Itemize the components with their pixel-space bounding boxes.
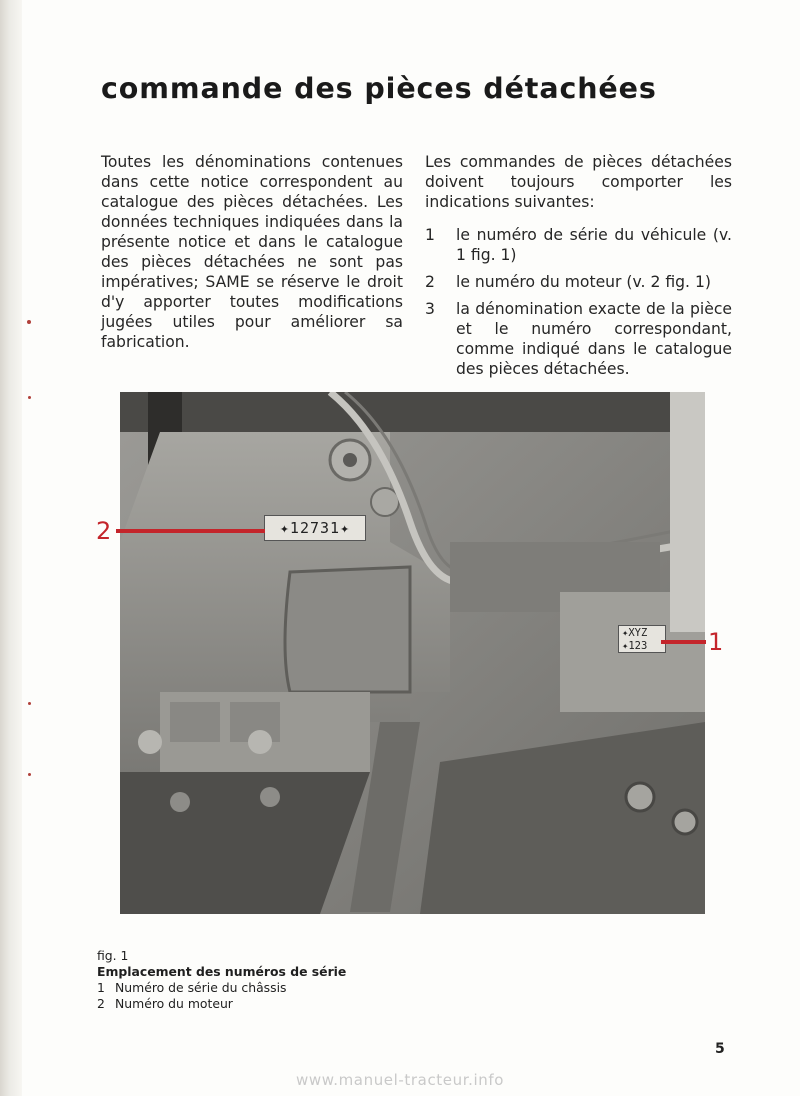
margin-mark — [28, 702, 31, 705]
engine-photo — [120, 392, 705, 914]
watermark: www.manuel-tracteur.info — [295, 1071, 504, 1089]
list-item — [425, 225, 732, 265]
list-item — [425, 299, 732, 379]
page-binding-edge — [0, 0, 22, 1096]
list-item-text: le numéro du moteur (v. 2 fig. 1) — [456, 273, 711, 291]
callout-line-chassis — [661, 640, 706, 644]
list-item-number: 1 — [425, 226, 435, 244]
figure-heading: Emplacement des numéros de série — [97, 964, 347, 979]
margin-mark — [27, 320, 31, 324]
chassis-plate-line: ✦123 — [622, 640, 648, 652]
list-item-number: 3 — [425, 300, 435, 318]
left-column — [101, 152, 403, 352]
caption-item — [97, 996, 346, 1012]
caption-item-text: Numéro du moteur — [115, 996, 233, 1011]
chassis-serial-plate — [618, 625, 666, 653]
list-item — [425, 272, 732, 292]
intro-paragraph: Toutes les dénominations contenues dans cette notice correspondent au catalogue des pièces détachées. Les données techniques indiquées dans la présente notice et dans le catalogue des pièces détachées ne sont pas impératives; SAME se réserve le droit d'y apporter toutes modifications jugées utiles pour améliorer sa fabrication. — [101, 153, 403, 351]
page-number: 5 — [715, 1041, 725, 1057]
order-instructions: Les commandes de pièces détachées doivent toujours comporter les indications suivantes: — [425, 153, 732, 211]
chassis-plate-line: ✦XYZ — [622, 627, 648, 639]
required-info-list — [425, 225, 732, 379]
list-item-text: la dénomination exacte de la pièce et le numéro correspondant, comme indiqué dans le catalogue des pièces détachées. — [456, 300, 732, 378]
caption-item-number: 2 — [97, 996, 105, 1011]
engine-photo-illustration — [120, 392, 705, 914]
figure-caption — [97, 948, 346, 1012]
list-item-text: le numéro de série du véhicule (v. 1 fig. 1) — [456, 226, 732, 264]
caption-item — [97, 980, 346, 996]
caption-item-text: Numéro de série du châssis — [115, 980, 287, 995]
callout-line-engine — [116, 529, 265, 533]
engine-serial-plate: ✦12731✦ — [264, 515, 366, 541]
right-column — [425, 152, 732, 386]
callout-number-chassis: 1 — [708, 628, 724, 656]
page-title: commande des pièces détachées — [101, 72, 657, 105]
margin-mark — [28, 396, 31, 399]
caption-item-number: 1 — [97, 980, 105, 995]
margin-mark — [28, 773, 31, 776]
list-item-number: 2 — [425, 273, 435, 291]
callout-number-engine: 2 — [96, 517, 112, 545]
figure-label: fig. 1 — [97, 948, 129, 963]
